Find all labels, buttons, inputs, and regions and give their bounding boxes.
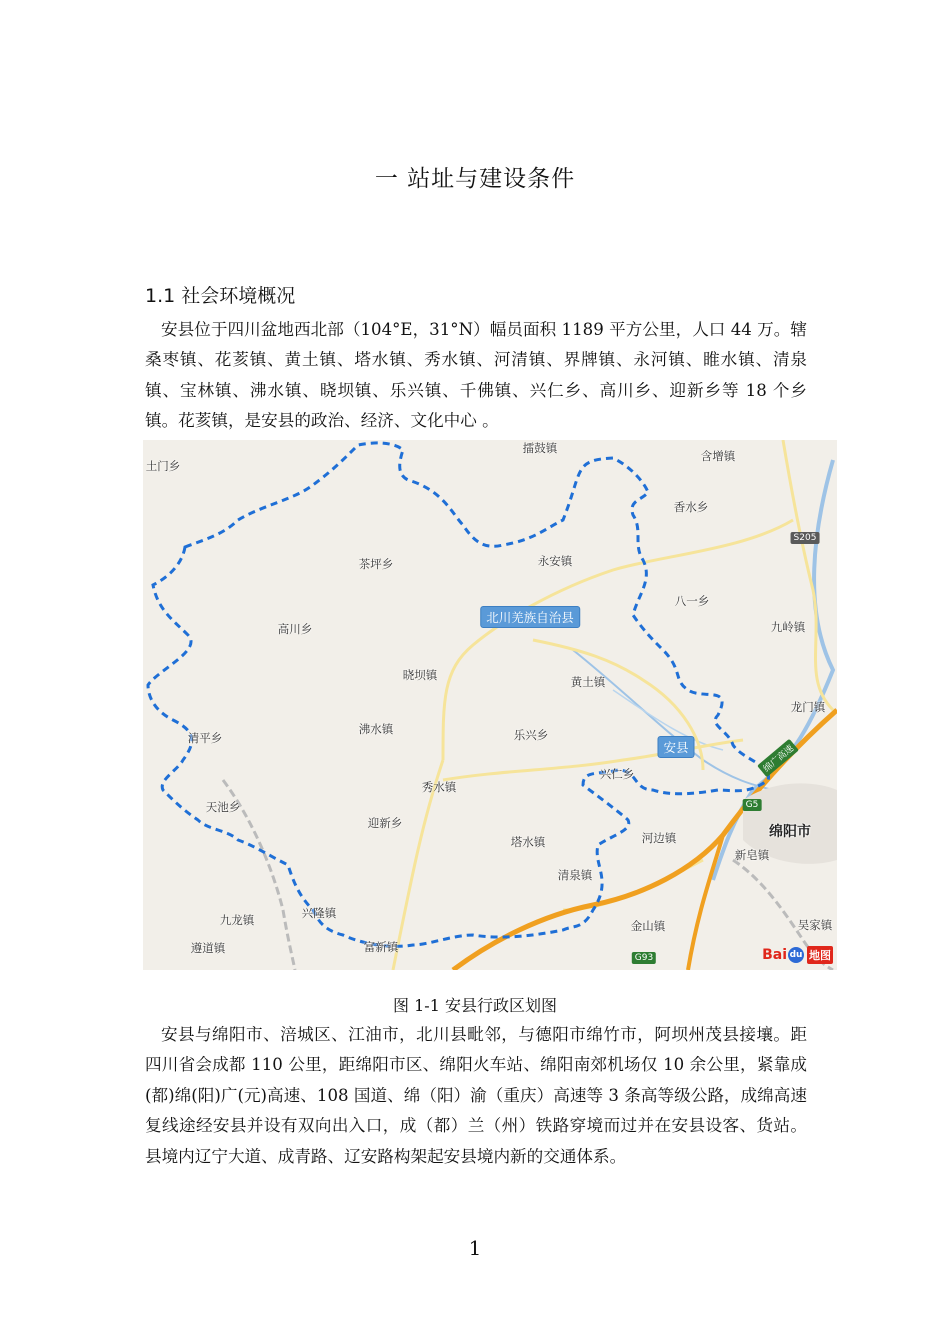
county-label: 安县 <box>657 736 694 758</box>
place-label: 乐兴乡 <box>513 728 549 742</box>
place-label: 高川乡 <box>277 622 313 636</box>
logo-text: Bai <box>762 947 787 963</box>
road-shield: G93 <box>632 952 656 964</box>
section-title: 1.1 社会环境概况 <box>145 285 296 307</box>
place-label: 秀水镇 <box>421 780 457 794</box>
place-label: 擂鼓镇 <box>522 441 558 455</box>
place-label: 清泉镇 <box>557 868 593 882</box>
paragraph-intro: 安县位于四川盆地西北部（104°E，31°N）幅员面积 1189 平方公里，人口 44 万。辖桑枣镇、花荄镇、黄土镇、塔水镇、秀水镇、河清镇、界牌镇、永河镇、睢水镇、清泉镇、宝林镇、沸水镇、晓坝镇、乐兴镇、千佛镇、兴仁乡、高川乡、迎新乡等 18 个乡镇。花荄镇，是安县的政治、经济、文化中心 。 <box>145 320 807 431</box>
paw-icon: du <box>788 947 804 963</box>
road-shield: G5 <box>743 799 762 811</box>
place-label: 天池乡 <box>205 800 241 814</box>
county-boundary <box>145 443 769 946</box>
county-map <box>143 440 837 970</box>
place-label: 茶坪乡 <box>358 557 394 571</box>
region-label: 北川羌族自治县 <box>480 606 580 628</box>
place-label: 兴仁乡 <box>599 767 635 781</box>
paragraph-location: 安县与绵阳市、涪城区、江油市，北川县毗邻，与德阳市绵竹市，阿坝州茂县接壤。距四川省会成都 110 公里，距绵阳市区、绵阳火车站、绵阳南郊机场仅 10 余公里，紧靠成(都)绵(阳)广(元)高速、108 国道、绵（阳）渝（重庆）高速等 3 条高等级公路，成绵高速复线途经安县并设有双向出入口，成（都）兰（州）铁路穿境而过并在安县设客、货站。县境内辽宁大道、成青路、辽安路构架起安县境内新的交通体系。 <box>145 1025 807 1166</box>
place-label: 龙门镇 <box>790 700 826 714</box>
place-label: 河边镇 <box>641 831 677 845</box>
road-shield: S205 <box>791 532 820 544</box>
place-label: 永安镇 <box>537 554 573 568</box>
chapter-title: 一 站址与建设条件 <box>374 166 576 192</box>
place-label: 兴隆镇 <box>301 906 337 920</box>
place-label: 塔水镇 <box>510 835 546 849</box>
place-label: 新皂镇 <box>734 848 770 862</box>
baidu-logo <box>762 946 833 964</box>
page-number: 1 <box>468 1236 482 1260</box>
place-label: 富新镇 <box>363 940 399 954</box>
place-label: 含增镇 <box>700 449 736 463</box>
place-label: 沸水镇 <box>358 722 394 736</box>
city-label: 绵阳市 <box>769 824 811 840</box>
place-label: 迎新乡 <box>367 816 403 830</box>
place-label: 九岭镇 <box>770 620 806 634</box>
figure-caption: 图 1-1 安县行政区划图 <box>393 996 557 1015</box>
place-label: 吴家镇 <box>797 918 833 932</box>
place-label: 晓坝镇 <box>402 668 438 682</box>
place-label: 八一乡 <box>674 594 710 608</box>
place-label: 土门乡 <box>145 459 181 473</box>
road <box>443 520 793 760</box>
place-label: 黄土镇 <box>570 675 606 689</box>
place-label: 香水乡 <box>673 500 709 514</box>
place-label: 金山镇 <box>630 919 666 933</box>
place-label: 九龙镇 <box>219 913 255 927</box>
place-label: 清平乡 <box>187 731 223 745</box>
place-label: 遵道镇 <box>190 941 226 955</box>
map-graphics <box>143 440 837 970</box>
logo-text: 地图 <box>807 946 833 964</box>
expressway-label: 绵广高速 <box>757 739 799 777</box>
